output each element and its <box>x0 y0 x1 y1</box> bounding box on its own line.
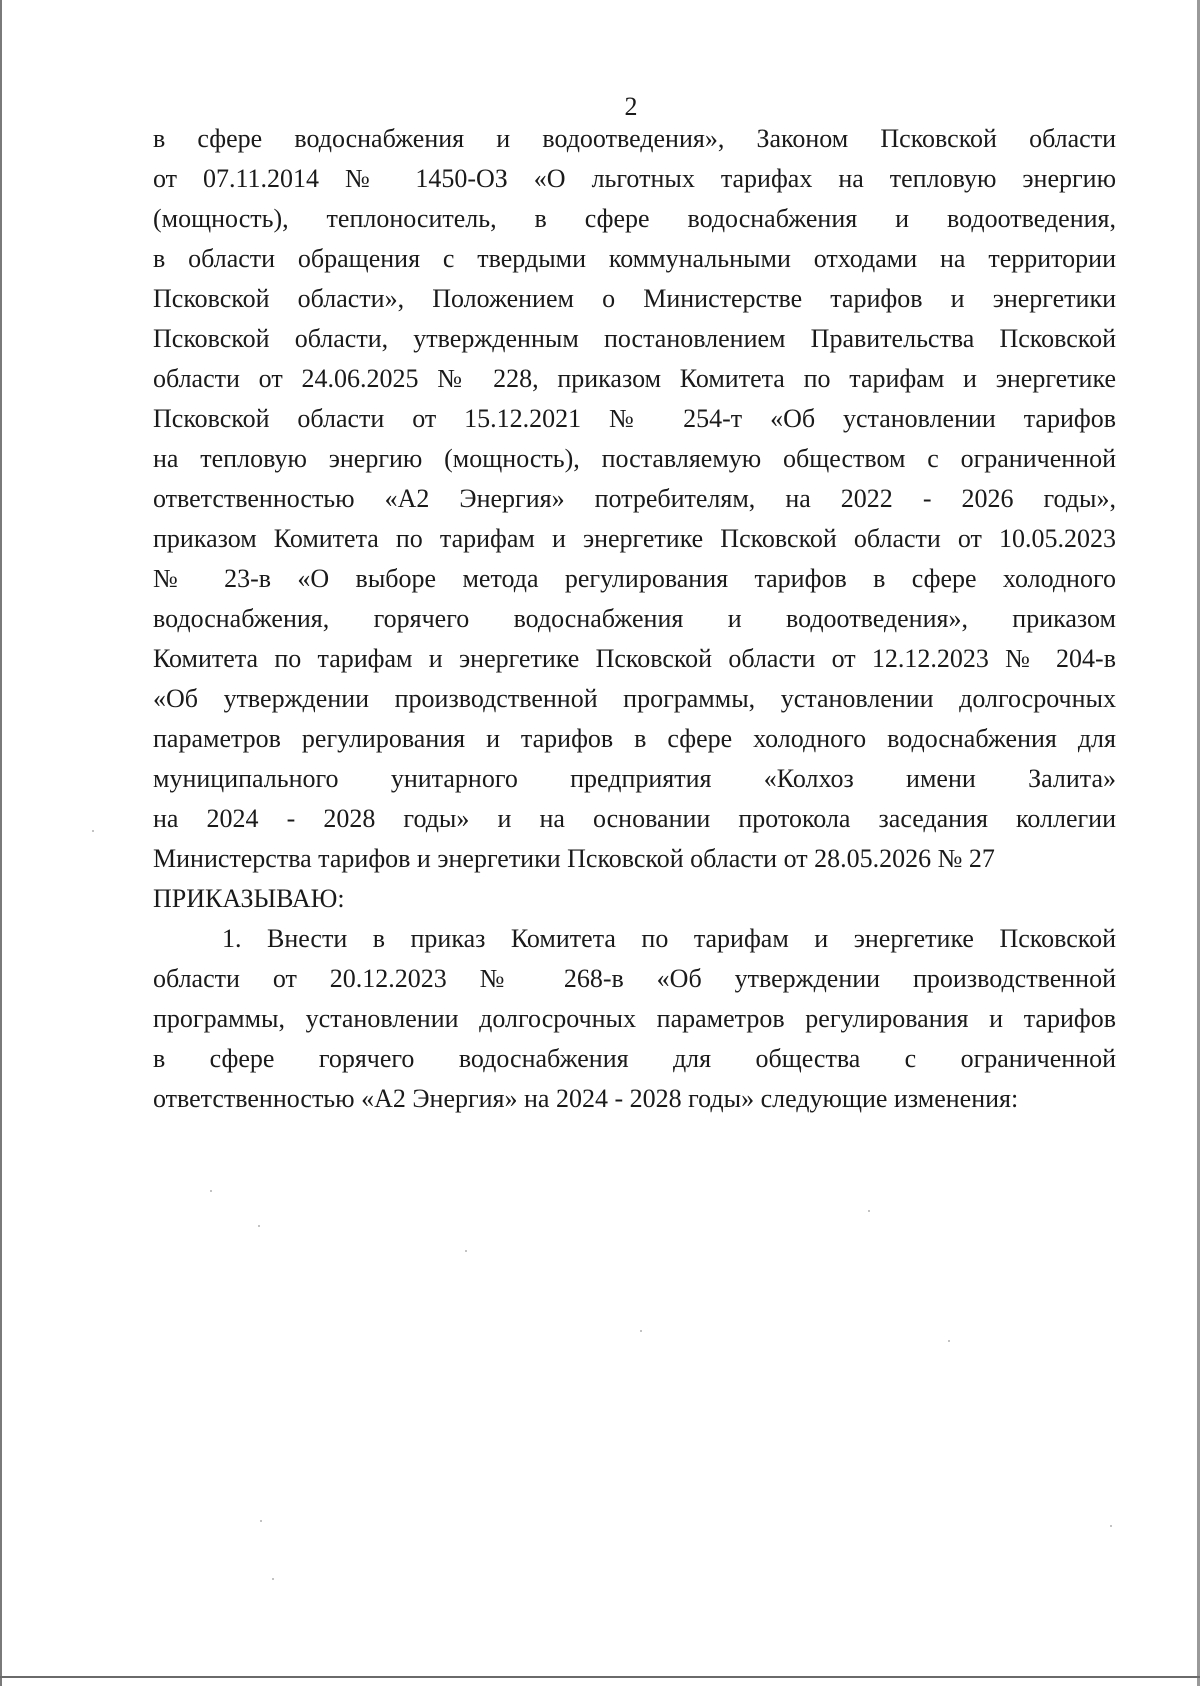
text-line: в сфере горячего водоснабжения для общества с ограниченной <box>153 1044 1116 1073</box>
text-line: муниципального унитарного предприятия «Колхоз имени Залита» <box>153 764 1116 793</box>
scan-speck <box>272 1578 274 1580</box>
text-line: ответственностью «А2 Энергия» на 2024 - 2028 годы» следующие изменения: <box>153 1084 1019 1113</box>
text-line: области от 20.12.2023 № 268-в «Об утверждении производственной <box>153 964 1116 993</box>
text-line: приказом Комитета по тарифам и энергетике Псковской области от 10.05.2023 <box>153 524 1116 553</box>
text-line: водоснабжения, горячего водоснабжения и водоотведения», приказом <box>153 604 1116 633</box>
text-line: от 07.11.2014 № 1450-ОЗ «О льготных тарифах на тепловую энергию <box>153 164 1116 193</box>
scan-speck <box>210 1190 212 1192</box>
text-line: Комитета по тарифам и энергетике Псковской области от 12.12.2023 № 204-в <box>153 644 1116 673</box>
text-line: Псковской области, утвержденным постановлением Правительства Псковской <box>153 324 1116 353</box>
scan-speck <box>92 830 94 832</box>
scan-speck <box>868 1210 870 1212</box>
scan-speck <box>258 1225 260 1227</box>
scan-speck <box>640 1330 642 1332</box>
order-keyword: ПРИКАЗЫВАЮ: <box>153 884 345 913</box>
text-line: ответственностью «А2 Энергия» потребителям, на 2022 - 2026 годы», <box>153 484 1116 513</box>
scan-speck <box>260 1520 262 1522</box>
text-line: на 2024 - 2028 годы» и на основании протокола заседания коллегии <box>153 804 1116 833</box>
text-line: программы, установлении долгосрочных параметров регулирования и тарифов <box>153 1004 1116 1033</box>
text-line: «Об утверждении производственной программы, установлении долгосрочных <box>153 684 1116 713</box>
page-edge-left <box>0 0 2 1686</box>
text-line: в сфере водоснабжения и водоотведения», Законом Псковской области <box>153 124 1116 153</box>
scan-speck <box>465 1250 467 1252</box>
text-line: Министерства тарифов и энергетики Псковской области от 28.05.2026 № 27 <box>153 844 995 873</box>
text-line: 1. Внести в приказ Комитета по тарифам и энергетике Псковской <box>222 924 1116 953</box>
text-line: в области обращения с твердыми коммунальными отходами на территории <box>153 244 1116 273</box>
text-line: области от 24.06.2025 № 228, приказом Комитета по тарифам и энергетике <box>153 364 1116 393</box>
scan-speck <box>948 1340 950 1342</box>
text-line: № 23-в «О выборе метода регулирования тарифов в сфере холодного <box>153 564 1116 593</box>
document-body <box>153 119 1116 1119</box>
text-line: на тепловую энергию (мощность), поставляемую обществом с ограниченной <box>153 444 1116 473</box>
text-line: Псковской области», Положением о Министерстве тарифов и энергетики <box>153 284 1116 313</box>
text-line: параметров регулирования и тарифов в сфере холодного водоснабжения для <box>153 724 1116 753</box>
scan-speck <box>1110 1525 1112 1527</box>
page-edge-bottom <box>0 1676 1200 1678</box>
page-number: 2 <box>624 92 638 121</box>
text-line: Псковской области от 15.12.2021 № 254-т «Об установлении тарифов <box>153 404 1116 433</box>
text-line: (мощность), теплоноситель, в сфере водоснабжения и водоотведения, <box>153 204 1116 233</box>
